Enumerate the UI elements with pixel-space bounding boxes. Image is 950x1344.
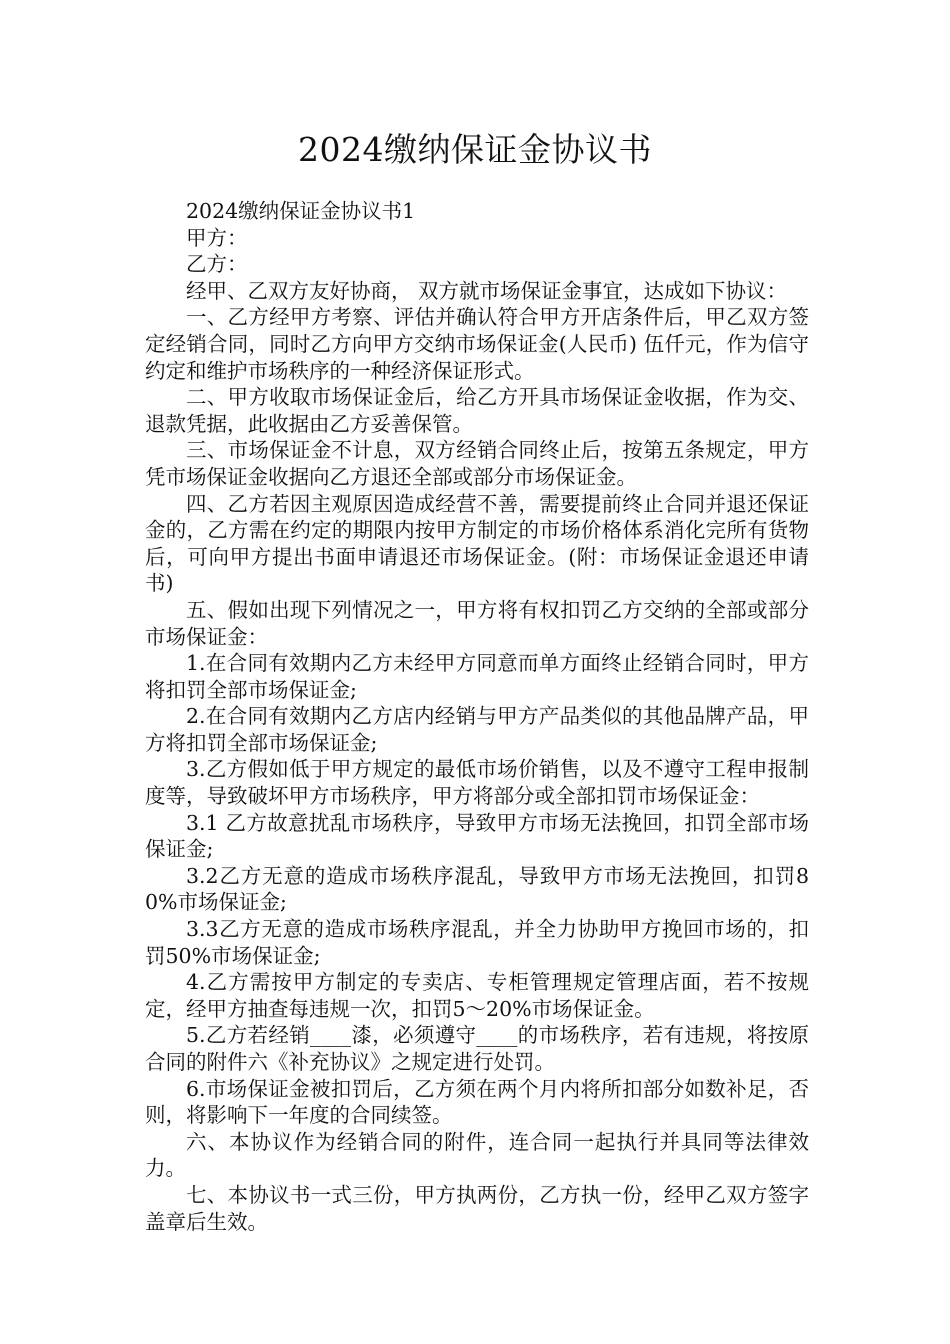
clause-5: 五、假如出现下列情况之一，甲方将有权扣罚乙方交纳的全部或部分市场保证金： bbox=[145, 597, 809, 649]
clause-5-item-3-1: 3.1 乙方故意扰乱市场秩序，导致甲方市场无法挽回，扣罚全部市场保证金; bbox=[145, 810, 809, 862]
document-body bbox=[145, 198, 809, 1235]
clause-5-item-3-2: 3.2乙方无意的造成市场秩序混乱，导致甲方市场无法挽回，扣罚80%市场保证金; bbox=[145, 863, 809, 915]
section-heading: 2024缴纳保证金协议书1 bbox=[186, 199, 416, 223]
clause-4: 四、乙方若因主观原因造成经营不善，需要提前终止合同并退还保证金的，乙方需在约定的期限内按甲方制定的市场价格体系消化完所有货物后，可向甲方提出书面申请退还市场保证金。(附：市场保证金退还申请书) bbox=[145, 491, 809, 596]
clause-1: 一、乙方经甲方考察、评估并确认符合甲方开店条件后，甲乙双方签定经销合同，同时乙方向甲方交纳市场保证金(人民币) 伍仟元，作为信守约定和维护市场秩序的一种经济保证形式。 bbox=[145, 305, 809, 383]
preamble-paragraph: 经甲、乙双方友好协商， 双方就市场保证金事宜，达成如下协议： bbox=[186, 278, 788, 303]
clause-5-item-3-3: 3.3乙方无意的造成市场秩序混乱，并全力协助甲方挽回市场的，扣罚50%市场保证金; bbox=[145, 917, 809, 968]
clause-5-item-2: 2.在合同有效期内乙方店内经销与甲方产品类似的其他品牌产品，甲方将扣罚全部市场保证金; bbox=[145, 704, 809, 755]
clause-7: 七、本协议书一式三份，甲方执两份，乙方执一份，经甲乙双方签字盖章后生效。 bbox=[145, 1182, 809, 1234]
party-a-line: 甲方： bbox=[186, 225, 248, 250]
clause-3: 三、市场保证金不计息，双方经销合同终止后，按第五条规定，甲方凭市场保证金收据向乙方退还全部或部分市场保证金。 bbox=[145, 438, 809, 489]
party-b-line: 乙方： bbox=[186, 252, 248, 277]
clause-5-item-1: 1.在合同有效期内乙方未经甲方同意而单方面终止经销合同时，甲方将扣罚全部市场保证金; bbox=[145, 651, 809, 702]
clause-6: 六、本协议作为经销合同的附件，连合同一起执行并具同等法律效力。 bbox=[145, 1129, 809, 1181]
document-title: 2024缴纳保证金协议书 bbox=[298, 130, 652, 169]
clause-5-item-6: 6.市场保证金被扣罚后，乙方须在两个月内将所扣部分如数补足，否则，将影响下一年度的合同续签。 bbox=[145, 1076, 809, 1128]
clause-5-item-4: 4.乙方需按甲方制定的专卖店、专柜管理规定管理店面，若不按规定，经甲方抽查每违规一次，扣罚5～20%市场保证金。 bbox=[145, 970, 809, 1021]
clause-2: 二、甲方收取市场保证金后，给乙方开具市场保证金收据，作为交、退款凭据，此收据由乙方妥善保管。 bbox=[145, 385, 809, 436]
clause-5-item-3: 3.乙方假如低于甲方规定的最低市场价销售，以及不遵守工程申报制度等，导致破坏甲方市场秩序，甲方将部分或全部扣罚市场保证金： bbox=[145, 757, 809, 809]
clause-5-item-5: 5.乙方若经销____漆，必须遵守____的市场秩序，若有违规，将按原合同的附件六《补充协议》之规定进行处罚。 bbox=[145, 1023, 809, 1074]
